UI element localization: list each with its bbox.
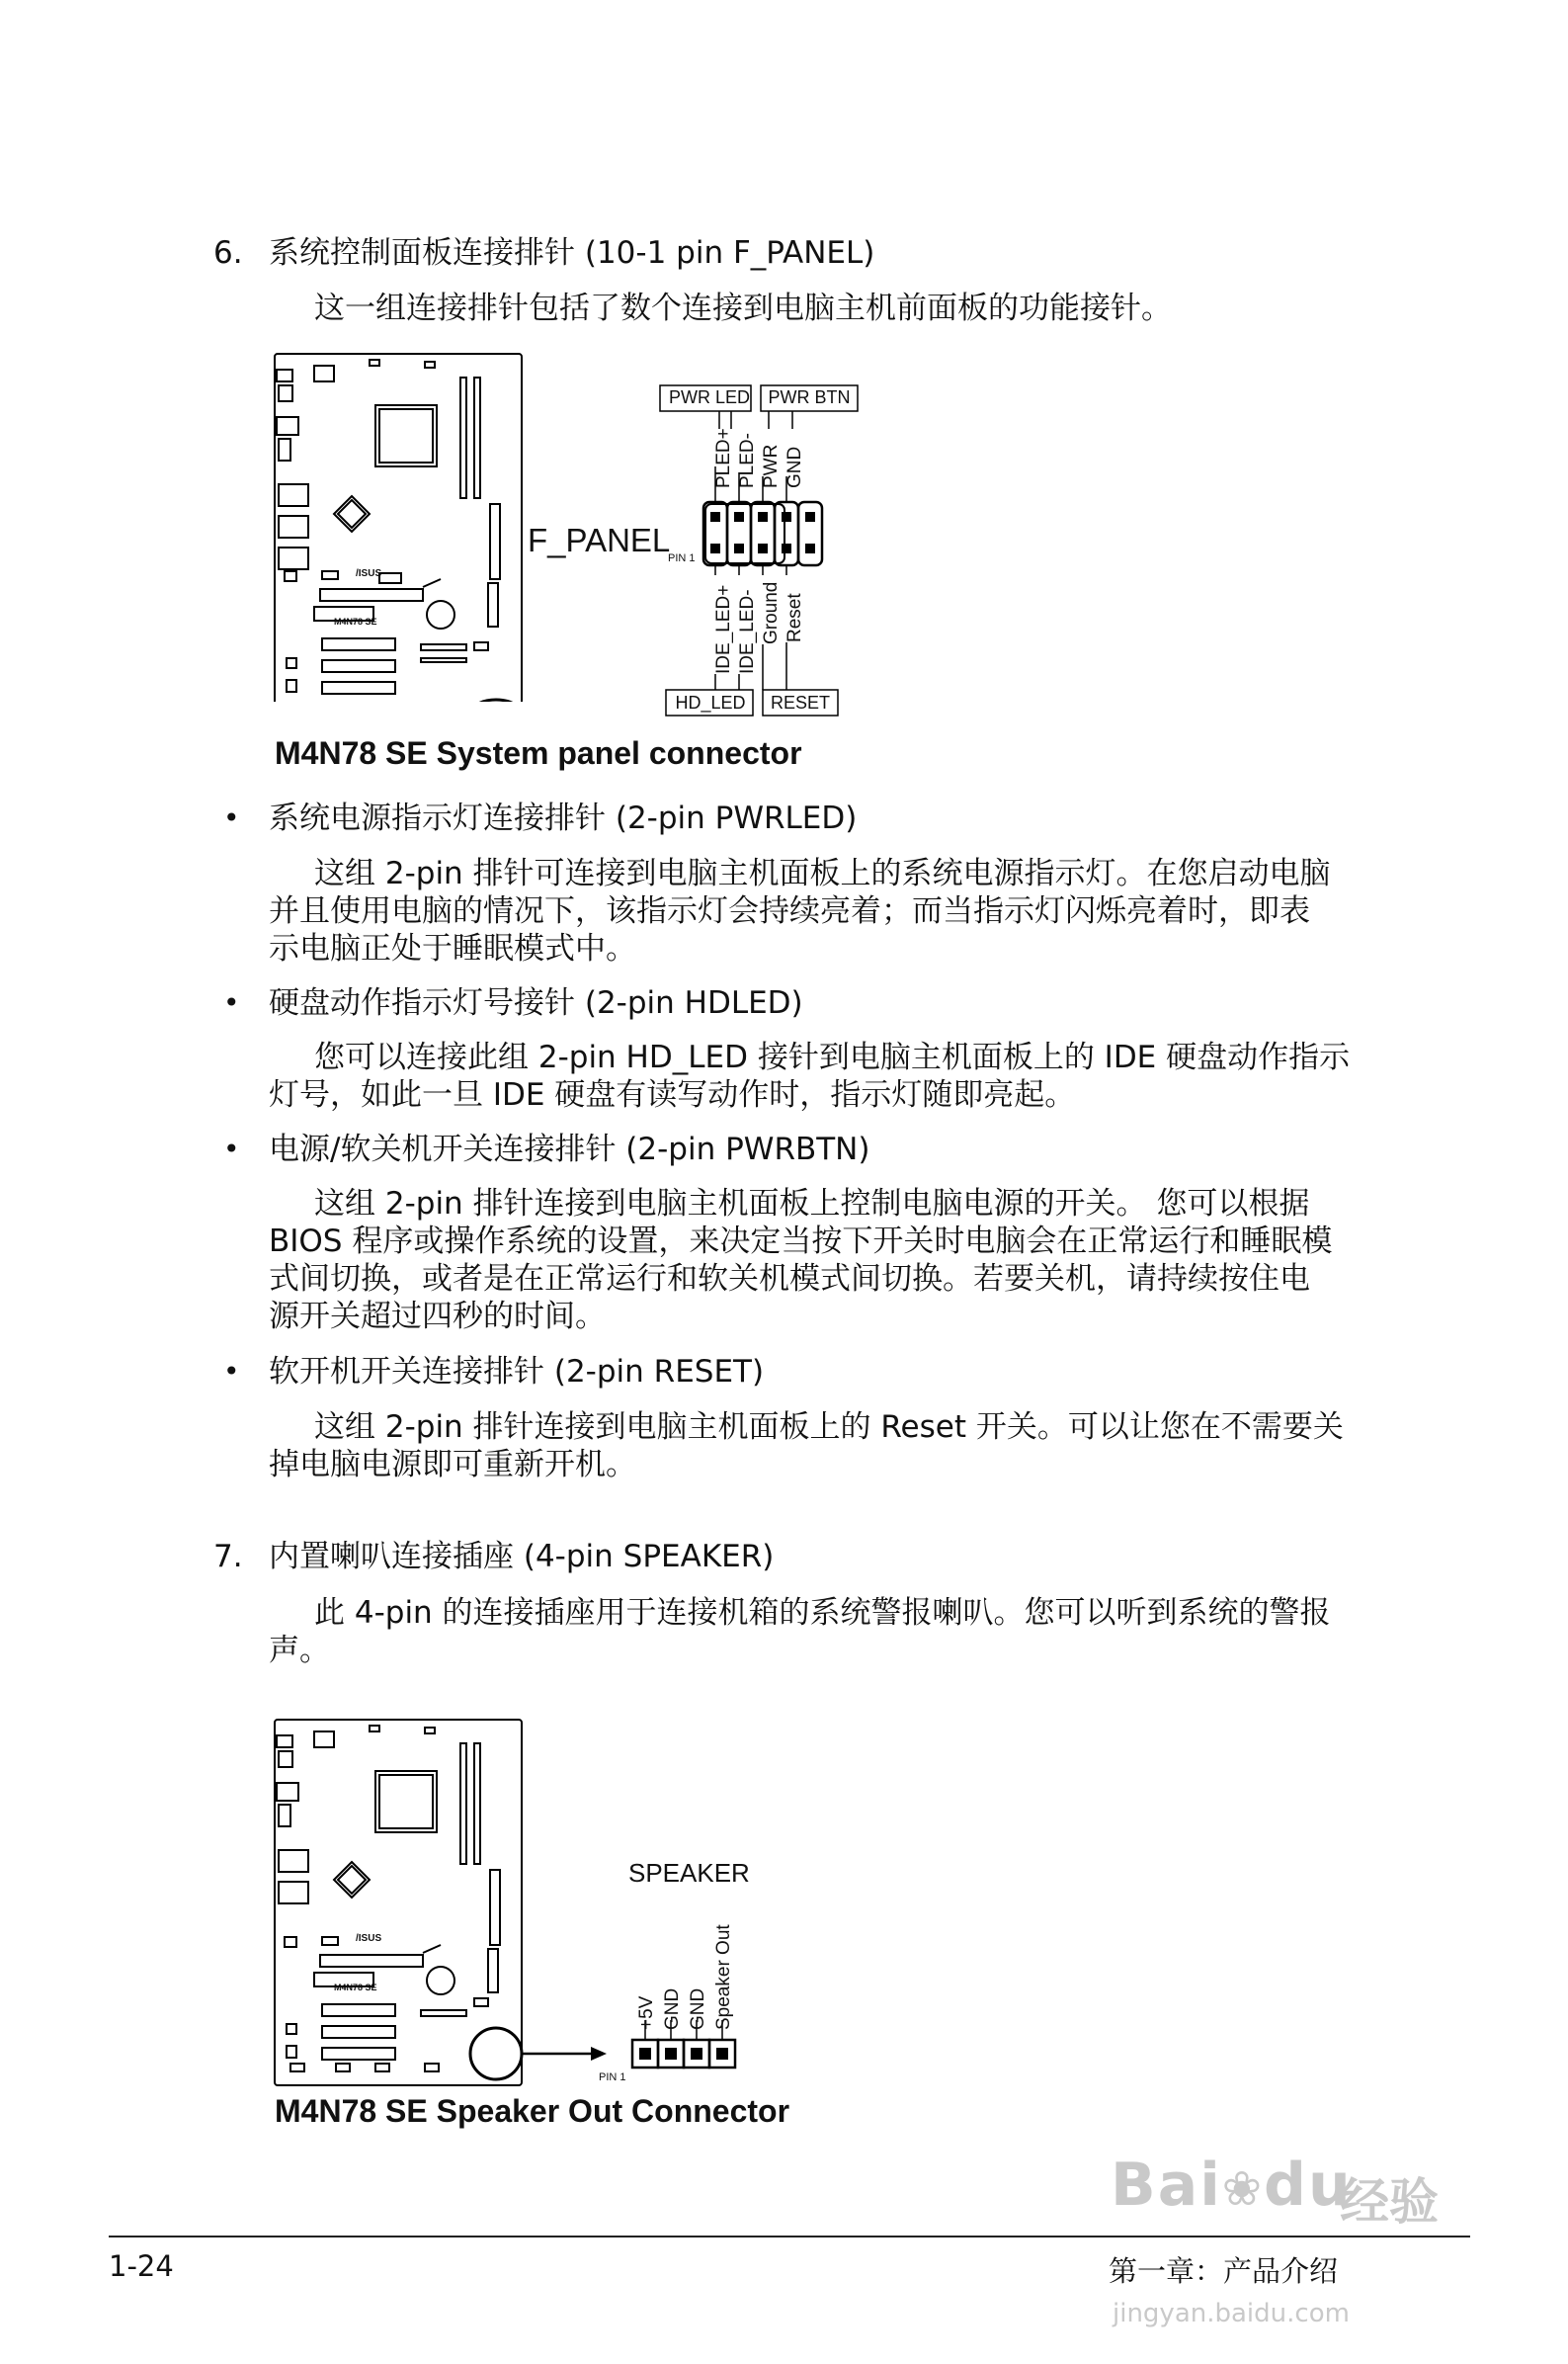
bullet-3-line-4: 源开关超过四秒的时间。 <box>269 1299 606 1334</box>
speaker-brand-logo: /ISUS <box>356 1933 382 1944</box>
speaker-caption: M4N78 SE Speaker Out Connector <box>275 2093 790 2129</box>
fpanel-pin1-label: PIN 1 <box>668 552 696 564</box>
paw-icon: ❀ <box>1221 2161 1265 2217</box>
speaker-pin-label-gnd-1: GND <box>662 1987 683 2030</box>
section-7-line-1: 此 4-pin 的连接插座用于连接机箱的系统警报喇叭。您可以听到系统的警报 <box>314 1595 1331 1631</box>
bullet-1-line-3: 示电脑正处于睡眠模式中。 <box>269 931 636 967</box>
section-7-number: 7. <box>213 1539 243 1574</box>
fpanel-header-label: F_PANEL <box>528 522 671 558</box>
pin-label-ide-led-plus: IDE_LED+ <box>713 584 734 674</box>
motherboard-outline <box>275 354 522 702</box>
speaker-pin-label-gnd-2: GND <box>688 1987 708 2030</box>
fpanel-caption: M4N78 SE System panel connector <box>275 735 802 771</box>
baidu-watermark-cn: 经验 <box>1340 2173 1439 2231</box>
bullet-1-title: 系统电源指示灯连接排针 (2-pin PWRLED) <box>269 801 858 836</box>
fpanel-board-label: M4N78 SE <box>334 617 377 627</box>
reset-box-label: RESET <box>770 693 830 713</box>
fpanel-brand-logo: /ISUS <box>356 568 382 579</box>
baidu-watermark-url: jingyan.baidu.com <box>1113 2299 1350 2328</box>
bullet-dot: • <box>223 802 240 834</box>
pwr-btn-box-label: PWR BTN <box>768 387 851 407</box>
bullet-1-line-1: 这组 2-pin 排针可连接到电脑主机面板上的系统电源指示灯。在您启动电脑 <box>314 856 1331 891</box>
section-7-title: 内置喇叭连接插座 (4-pin SPEAKER) <box>269 1539 775 1574</box>
pin-label-gnd: GND <box>784 446 805 488</box>
pin-label-pwr: PWR <box>761 444 782 488</box>
bullet-dot: • <box>223 1133 240 1165</box>
pwr-led-box-label: PWR LED <box>668 387 750 407</box>
section-6-number: 6. <box>213 235 243 271</box>
section-7-line-2: 声。 <box>269 1633 330 1668</box>
pin-label-pled-minus: PLED- <box>737 433 758 488</box>
speaker-pin-label-5v: +5V <box>636 1995 657 2030</box>
footer-rule <box>109 2236 1470 2237</box>
bullet-3-line-3: 式间切换，或者是在正常运行和软关机模式间切换。若要关机，请持续按住电 <box>269 1261 1310 1297</box>
baidu-logo-text-1: Bai <box>1111 2151 1222 2220</box>
speaker-figure <box>267 1712 761 2097</box>
pin-label-ground: Ground <box>761 581 782 644</box>
bullet-2-line-1: 您可以连接此组 2-pin HD_LED 接针到电脑主机面板上的 IDE 硬盘动作指示 <box>314 1040 1351 1075</box>
bullet-4-line-2: 掉电脑电源即可重新开机。 <box>269 1447 636 1482</box>
fpanel-pin-diagram <box>652 378 889 733</box>
bullet-4-title: 软开机开关连接排针 (2-pin RESET) <box>269 1354 765 1390</box>
speaker-board-label: M4N78 SE <box>334 1983 377 1992</box>
speaker-header-label: SPEAKER <box>628 1858 750 1888</box>
pin-label-ide-led-minus: IDE_LED- <box>737 589 758 674</box>
bullet-dot: • <box>223 1355 240 1388</box>
bullet-2-title: 硬盘动作指示灯号接针 (2-pin HDLED) <box>269 985 803 1021</box>
section-6-title: 系统控制面板连接排针 (10-1 pin F_PANEL) <box>269 235 875 271</box>
baidu-watermark-logo <box>1111 2151 1353 2220</box>
bullet-3-line-2: BIOS 程序或操作系统的设置，来决定当按下开关时电脑会在正常运行和睡眠模 <box>269 1224 1333 1259</box>
footer-chapter: 第一章：产品介绍 <box>1109 2254 1339 2288</box>
baidu-logo-text-2: du <box>1264 2151 1353 2220</box>
bullet-4-line-1: 这组 2-pin 排针连接到电脑主机面板上的 Reset 开关。可以让您在不需要关 <box>314 1409 1344 1445</box>
bullet-dot: • <box>223 986 240 1019</box>
speaker-pin1-label: PIN 1 <box>599 2071 626 2083</box>
footer-page-number: 1-24 <box>109 2249 174 2283</box>
pointer-arrow-head <box>591 2047 607 2061</box>
bullet-1-line-2: 并且使用电脑的情况下，该指示灯会持续亮着；而当指示灯闪烁亮着时，即表 <box>269 893 1310 929</box>
bullet-3-line-1: 这组 2-pin 排针连接到电脑主机面板上控制电脑电源的开关。 您可以根据 <box>314 1186 1310 1222</box>
pin-label-pled-plus: PLED+ <box>713 428 734 488</box>
bullet-3-title: 电源/软关机开关连接排针 (2-pin PWRBTN) <box>269 1132 870 1167</box>
hd-led-box-label: HD_LED <box>675 693 746 713</box>
pin-label-reset: Reset <box>784 593 805 642</box>
speaker-pin-label-speaker-out: Speaker Out <box>713 1924 734 2030</box>
bullet-2-line-2: 灯号，如此一旦 IDE 硬盘有读写动作时，指示灯随即亮起。 <box>269 1077 1076 1113</box>
section-6-intro: 这一组连接排针包括了数个连接到电脑主机前面板的功能接针。 <box>314 291 1172 326</box>
